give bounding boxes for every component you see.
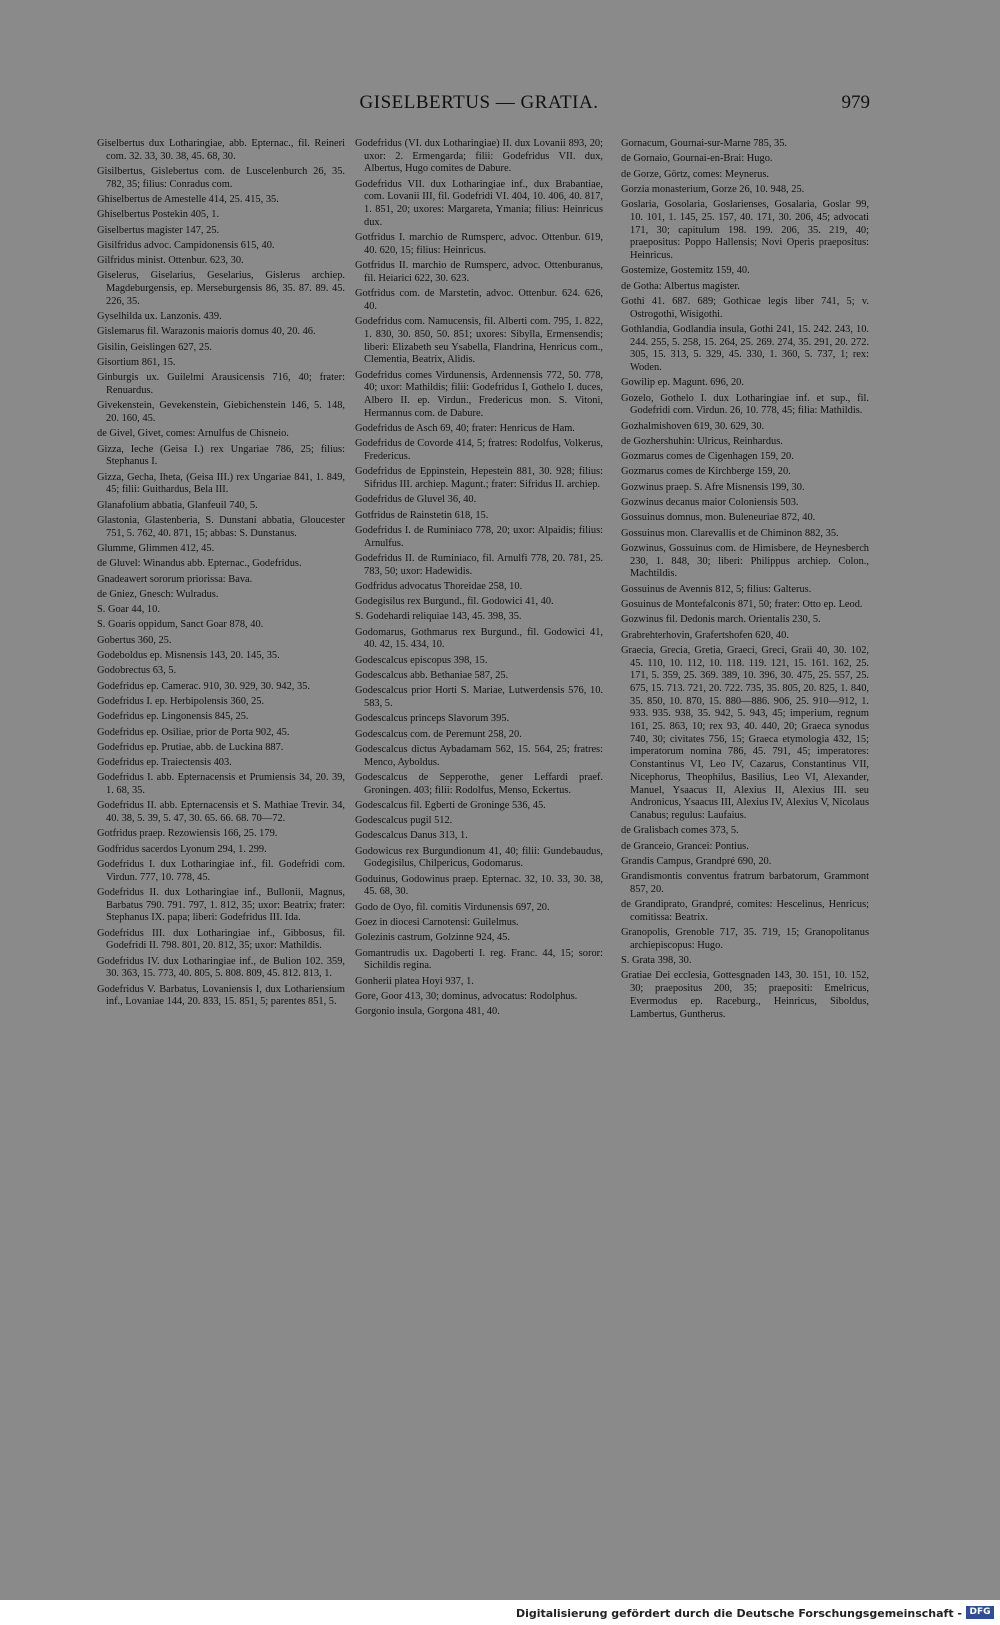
index-entry: de Givel, Givet, comes: Arnulfus de Chisneio. [97,428,289,440]
index-entry: de Gornaio, Gournai-en-Brai: Hugo. [621,153,773,165]
index-entry: Godescalcus princeps Slavorum 395. [355,713,510,725]
index-entry: de Gluvel: Winandus abb. Epternac., Godefridus. [97,558,302,570]
index-entry: de Gozhershuhin: Ulricus, Reinhardus. [621,435,783,447]
index-entry: Gozwinus decanus maior Coloniensis 503. [621,497,799,509]
index-entry: Godefridus III. dux Lotharingiae inf., Gibbosus, fil. Godefridi II. 798. 801, 20. 812, 35; uxor: Mathildis. [97,927,345,952]
index-entry: Gozelo, Gothelo I. dux Lotharingiae inf. et sup., fil. Godefridi com. Virdun. 26, 10. 778, 45; filia: Mathildis. [621,392,869,417]
page-header [88,92,870,124]
index-entry: Gonherii platea Hoyi 937, 1. [355,975,474,987]
index-entry: Godescalcus prior Horti S. Mariae, Lutwerdensis 576, 10. 583, 5. [355,685,603,709]
index-entry: Godefridus com. Namucensis, fil. Alberti com. 795, 1. 822, 1. 830, 30. 850, 50. 851; uxores: Sibylla, Ermensendis; liberi: Elizabeth seu Ysabella, Flandrina, Henricus com., Clementia, Beatrix, Alidis. [355,316,603,366]
index-entry: Giselerus, Giselarius, Geselarius, Gislerus archiep. Magdeburgensis, ep. Merseburgensis 86, 35. 87. 89. 45. 226, 35. [97,270,345,307]
digitization-footer [0,1600,1000,1625]
page-number: 979 [841,92,870,113]
index-entry: Giselbertus magister 147, 25. [97,224,220,236]
footer-credit-text: Digitalisierung gefördert durch die Deutsche Forschungsgemeinschaft - [515,1607,962,1620]
index-entry: Graecia, Grecia, Gretia, Graeci, Greci, Graii 40, 30. 102, 45. 110, 10. 112, 10. 118. 119. 121, 15. 161. 162, 25. 171, 5. 359, 25. 369. 389, 10. 396, 30. 475, 25. 557, 25. 675, 15. 713. 721, 20. 722. 735, 35. 805, 20. 825, 1. 840, 35. 850, 10. 870, 15. 880—886. 906, 25. 910—912, 1. 933. 935. 938, 35. 942, 5. 943, 45; imperium, regnum 161, 25. 863, 10; rex 93, 40. 440, 20; Graeca synodus 740, 30; civitates 756, 15; Graeca etymologia 432, 15; imperatorum nomina 786, 45. 791, 45; imperatores: Constantinus VI, Leo IV, Cazarus, Constantinus VII, Nicephorus, Theophilus, Basilius, Leo VI, Alexander, Manuel, Ysaacus II, Alexius II, Alexius III. seu Andronicus, Ysaacus III, Alexius IV, Alexius V, Nicolaus Canabus; regulus: Laufaius. [621,644,869,821]
index-entry: Ghiselbertus Postekin 405, 1. [97,209,220,221]
index-entry: Givekenstein, Gevekenstein, Giebichenstein 146, 5. 148, 20. 160, 45. [97,400,345,425]
index-entry: Gostemize, Gostemitz 159, 40. [621,265,750,277]
index-entry: Gisilin, Geislingen 627, 25. [97,341,212,353]
index-entry: de Gniez, Gnesch: Wulradus. [97,588,219,600]
index-entry: Godescalcus episcopus 398, 15. [355,654,488,666]
index-entry: Gratiae Dei ecclesia, Gottesgnaden 143, 30. 151, 10. 152, 30; praepositus 200, 35; praepositi: Emelricus, Evermodus ep. Raceburg., Heinricus, Siboldus, Lambertus, Guntherus. [621,970,869,1020]
index-entry: Gosuinus de Montefalconis 871, 50; frater: Otto ep. Leod. [621,598,863,610]
index-entry: Gossuinus de Avennis 812, 5; filius: Galterus. [621,583,812,595]
index-entry: Gorgonio insula, Gorgona 481, 40. [355,1006,500,1018]
index-entry: Gnadeawert sororum priorissa: Bava. [97,573,253,585]
index-entry: Gotfridus II. marchio de Rumsperc, advoc. Ottenburanus, fil. Heiarici 622, 30. 623. [355,260,603,284]
index-entry: Godescalcus Danus 313, 1. [355,830,468,842]
index-entry: Gomantrudis ux. Dagoberti I. reg. Franc. 44, 15; soror: Sichildis regina. [355,947,603,972]
index-entry: Godefridus V. Barbatus, Lovaniensis I, dux Lothariensium inf., Lovaniae 144, 20. 833, 15. 851, 5; parentes 851, 5. [97,983,345,1008]
index-entry: Granopolis, Grenoble 717, 35. 719, 15; Granopolitanus archiepiscopus: Hugo. [621,927,869,951]
index-entry: Godefridus ep. Camerac. 910, 30. 929, 30. 942, 35. [97,680,310,692]
index-entry: Glanafolium abbatia, Glanfeuil 740, 5. [97,499,258,511]
index-entry: Gilfridus minist. Ottenbur. 623, 30. [97,255,244,267]
index-entry: Godefridus (VI. dux Lotharingiae) II. dux Lovanii 893, 20; uxor: 2. Ermengarda; filii: Godefridus VII. dux, Albertus, Hugo comites de Dabure. [355,138,603,175]
index-entry: Godefridus de Covorde 414, 5; fratres: Rodolfus, Volkerus, Fredericus. [355,438,603,462]
index-entry: Godeboldus ep. Misnensis 143, 20. 145, 35. [97,650,280,662]
index-entry: Gozwinus, Gossuinus com. de Himisbere, de Heynesberch 230, 1. 848, 30; liberi: Philippus archiep. Colon., Machtildis. [621,542,869,580]
index-entry: Glastonia, Glastenberia, S. Dunstani abbatia, Gloucester 751, 5. 762, 40. 871, 15; abbas: S. Dunstanus. [97,514,345,539]
index-entry: Godowicus rex Burgundionum 41, 40; filii: Gundebaudus, Godegisilus, Chilpericus, Godomarus. [355,845,603,870]
index-entry: Godefridus I. de Ruminiaco 778, 20; uxor: Alpaidis; filius: Arnulfus. [355,524,603,549]
index-entry: Godefridus ep. Traiectensis 403. [97,757,232,769]
index-entry: Grabrehterhovin, Grafertshofen 620, 40. [621,629,789,641]
index-entry: Ghiselbertus de Amestelle 414, 25. 415, 35. [97,194,279,205]
index-entry: Gozmarus comes de Kirchberge 159, 20. [621,466,791,478]
index-entry: Godefridus I. dux Lotharingiae inf., fil. Godefridi com. Virdun. 777, 10. 778, 45. [97,859,345,883]
index-entry: Gothi 41. 687. 689; Gothicae legis liber 741, 5; v. Ostrogothi, Wisigothi. [621,295,869,320]
index-entry: Godefridus ep. Prutiae, abb. de Luckina 887. [97,741,284,753]
index-entry: Gislemarus fil. Warazonis maioris domus 40, 20. 46. [97,326,316,338]
index-column-2 [355,138,603,1022]
index-entry: Goduinus, Godowinus praep. Epternac. 32, 10. 33, 30. 38, 45. 68, 30. [355,873,603,898]
index-entry: Gorzia monasterium, Gorze 26, 10. 948, 25. [621,183,805,195]
index-entry: de Gralisbach comes 373, 5. [621,825,739,837]
index-entry: Goez in diocesi Carnotensi: Guilelmus. [355,917,519,929]
index-entry: de Gotha: Albertus magister. [621,280,740,292]
index-entry: de Grandiprato, Grandpré, comites: Hescelinus, Henricus; comitissa: Beatrix. [621,899,869,923]
index-entry: Godefridus II. abb. Epternacensis et S. Mathiae Trevir. 34, 40. 38, 5. 39, 5. 47, 30. 65. 66. 68. 70—72. [97,800,345,825]
index-entry: Godefridus I. ep. Herbipolensis 360, 25. [97,695,265,707]
index-entry: Gotfridus I. marchio de Rumsperc, advoc. Ottenbur. 619, 40. 620, 15; filius: Heinricus. [355,232,603,256]
index-entry: Godescalcus abb. Bethaniae 587, 25. [355,670,509,681]
index-entry: Giselbertus dux Lotharingiae, abb. Epternac., fil. Reineri com. 32. 33, 30. 38, 45. 68, 30. [97,138,345,162]
index-entry: Gisilbertus, Gislebertus com. de Luscelenburch 26, 35. 782, 35; filius: Conradus com. [97,166,345,190]
index-entry: S. Godehardi reliquiae 143, 45. 398, 35. [355,611,522,623]
index-entry: Godescalcus de Sepperothe, gener Leffardi praef. Groningen. 403; filii: Rodolfus, Menso, Eckertus. [355,771,603,796]
index-entry: Gornacum, Gournai-sur-Marne 785, 35. [621,138,787,149]
index-entry: Gotfridus praep. Rezowiensis 166, 25. 179. [97,828,278,840]
index-entry: Gossuinus domnus, mon. Buleneuriae 872, 40. [621,512,816,524]
index-entry: Godescalcus dictus Aybadamam 562, 15. 564, 25; fratres: Menco, Ayboldus. [355,743,603,768]
index-entry: Gossuinus mon. Clarevallis et de Chiminon 882, 35. [621,527,839,539]
index-entry: Godefridus I. abb. Epternacensis et Prumiensis 34, 20. 39, 1. 68, 35. [97,772,345,797]
index-entry: Ginburgis ux. Guilelmi Arausicensis 716, 40; frater: Renuardus. [97,372,345,397]
index-entry: Godobrectus 63, 5. [97,665,177,677]
index-entry: Gizza, Gecha, Iheta, (Geisa III.) rex Ungariae 841, 1. 849, 45; filii: Guithardus, Bela III. [97,471,345,496]
index-entry: Godefridus VII. dux Lotharingiae inf., dux Brabantiae, com. Lovanii III, fil. Godefridi VI. 404, 10. 406, 40. 817, 1. 851, 20; uxores: Margareta, Ymania; filius: Heinricus dux. [355,178,603,228]
index-entry: Gore, Goor 413, 30; dominus, advocatus: Rodolphus. [355,990,578,1002]
index-entry: S. Goaris oppidum, Sanct Goar 878, 40. [97,619,264,631]
index-entry: Gotfridus com. de Marstetin, advoc. Ottenbur. 624. 626, 40. [355,288,603,312]
index-entry: Godefridus comes Virdunensis, Ardennensis 772, 50. 778, 40; uxor: Mathildis; filii: Godefridus I, Gothelo I. duces, Albero II. ep. Virdun., Fredericus mon. S. Vitoni, Hermannus com. de Dabure. [355,369,603,419]
index-entry: Godefridus IV. dux Lotharingiae inf., de Bulion 102. 359, 30. 363, 15. 773, 40. 805, 5. 808. 809, 45. 812. 813, 1. [97,955,345,980]
index-entry: Godomarus, Gothmarus rex Burgund., fil. Godowici 41, 40. 42, 15. 434, 10. [355,626,603,651]
index-entry: Glumme, Glimmen 412, 45. [97,542,215,554]
index-entry: Gozmarus comes de Cigenhagen 159, 20. [621,451,794,463]
index-entry: Godegisilus rex Burgund., fil. Godowici 41, 40. [355,596,554,608]
index-entry: Godefridus de Gluvel 36, 40. [355,494,477,506]
index-entry: Gothlandia, Godlandia insula, Gothi 241, 15. 242. 243, 10. 244. 255, 5. 258, 15. 264, 25. 269. 274, 35. 291, 20. 272. 305, 15. 313, 5. 329, 45. 330, 1. 360, 5. 737, 1; rex: Woden. [621,323,869,373]
index-entry: Godo de Oyo, fil. comitis Virdunensis 697, 20. [355,901,550,913]
dfg-logo-icon: DFG [966,1606,994,1619]
index-entry: Gobertus 360, 25. [97,634,172,646]
running-title: GISELBERTUS — GRATIA. [359,92,599,113]
index-entry: Godefridus II. de Ruminiaco, fil. Arnulfi 778, 20. 781, 25. 783, 50; uxor: Hadewidis. [355,552,603,577]
index-entry: Gotfridus de Rainstetin 618, 15. [355,509,489,521]
index-entry: Godfridus sacerdos Lyonum 294, 1. 299. [97,843,267,855]
index-entry: Godescalcus pugil 512. [355,815,453,827]
index-entry: Godefridus II. dux Lotharingiae inf., Bullonii, Magnus, Barbatus 790. 791. 797, 1. 812, 35; uxor: Beatrix; frater: Stephanus IX. papa; liberi: Godefridus III. Ida. [97,887,345,924]
index-entry: S. Goar 44, 10. [97,604,160,616]
index-entry: S. Grata 398, 30. [621,955,692,967]
index-entry: Gizza, Ieche (Geisa I.) rex Ungariae 786, 25; filius: Stephanus I. [97,443,345,468]
index-column-1 [97,138,345,1012]
index-entry: Grandis Campus, Grandpré 690, 20. [621,855,772,867]
index-entry: Golezinis castrum, Golzinne 924, 45. [355,932,510,944]
index-entry: Godfridus advocatus Thoreidae 258, 10. [355,580,523,592]
index-entry: Gisortium 861, 15. [97,357,176,369]
index-entry: Godescalcus fil. Egberti de Groninge 536, 45. [355,799,546,811]
index-entry: Godefridus ep. Lingonensis 845, 25. [97,711,249,723]
index-entry: Goslaria, Gosolaria, Goslarienses, Gosalaria, Goslar 99, 10. 101, 1. 145, 25. 157, 40. 171, 30. 206, 45; advocati 171, 30; capitulum 198. 199. 206, 35. 219, 40; praepositus: Poppo Hallensis; Novi Operis praepositus: Heinricus. [621,199,869,261]
index-entry: Gozwinus praep. S. Afre Misnensis 199, 30. [621,481,805,493]
index-entry: Gisilfridus advoc. Campidonensis 615, 40. [97,239,275,251]
index-column-3 [621,138,869,1024]
index-entry: Gowilip ep. Magunt. 696, 20. [621,377,744,389]
index-entry: Godefridus ep. Osiliae, prior de Porta 902, 45. [97,726,290,738]
index-entry: Godescalcus com. de Peremunt 258, 20. [355,728,522,740]
index-entry: de Granceio, Grancei: Pontius. [621,840,749,852]
index-entry: Gyselhilda ux. Lanzonis. 439. [97,311,222,323]
index-entry: Godefridus de Eppinstein, Hepestein 881, 30. 928; filius: Sifridus III. archiep. Magunt.; frater: Sifridus II. archiep. [355,466,603,490]
index-entry: de Gorze, Görtz, comes: Meynerus. [621,168,770,180]
index-entry: Grandismontis conventus fratrum barbatorum, Grammont 857, 20. [621,871,869,895]
index-entry: Gozhalmishoven 619, 30. 629, 30. [621,420,765,432]
index-entry: Godefridus de Asch 69, 40; frater: Henricus de Ham. [355,422,575,434]
index-entry: Gozwinus fil. Dedonis march. Orientalis 230, 5. [621,614,821,626]
